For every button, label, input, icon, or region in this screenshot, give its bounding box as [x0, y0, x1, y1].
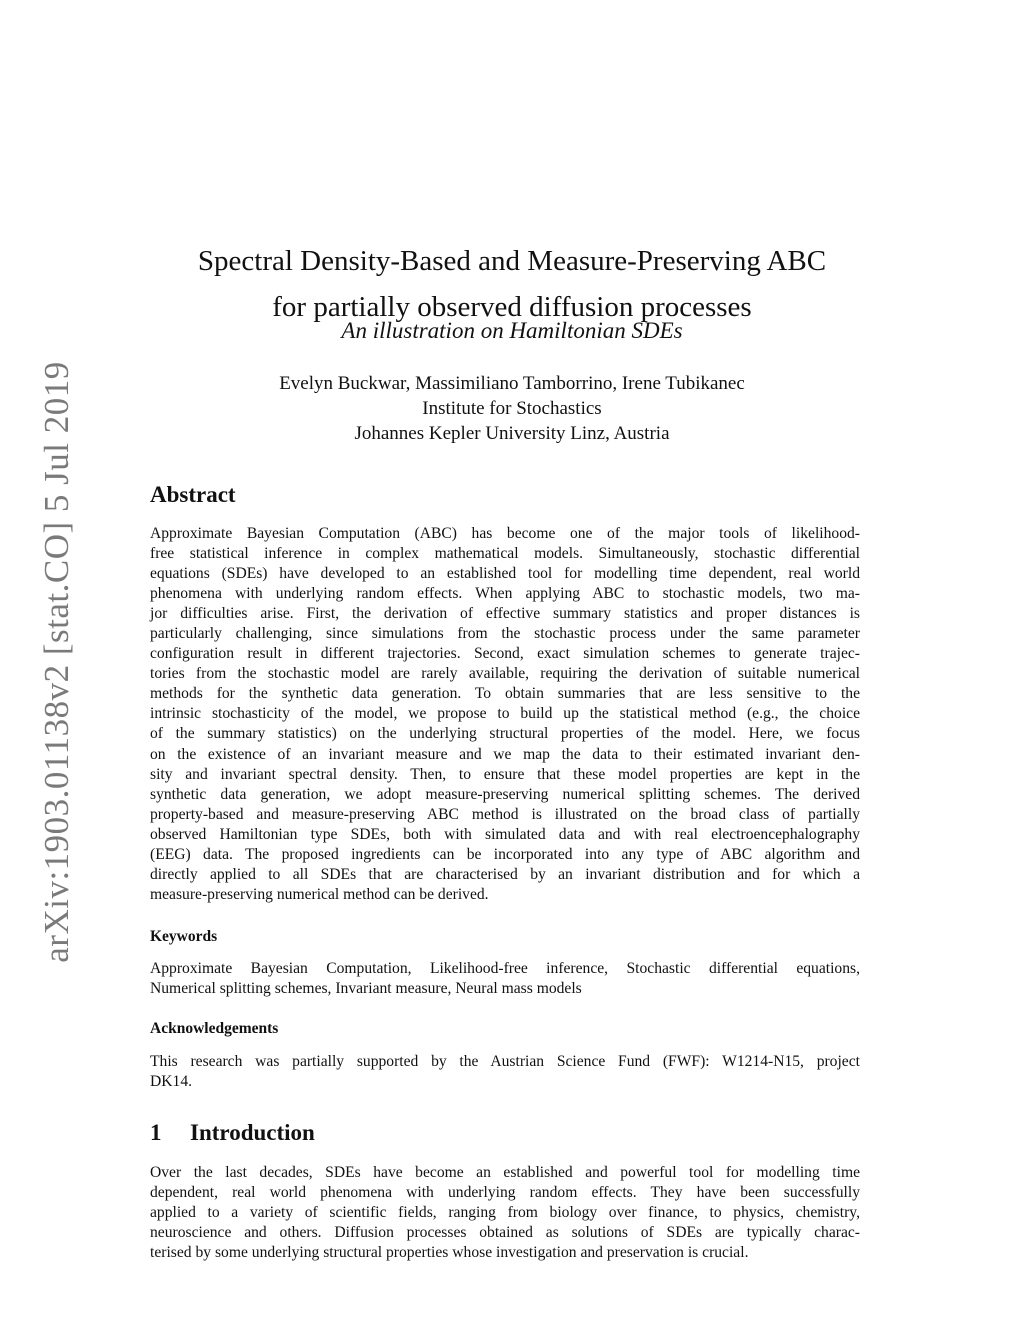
text-line: Approximate Bayesian Computation, Likelihood-free inference, Stochastic differential equations, [150, 960, 860, 977]
text-line: methods for the synthetic data generation. To obtain summaries that are less sensitive to the [150, 685, 860, 703]
text-line: neuroscience and others. Diffusion processes obtained as solutions of SDEs are typically charac- [150, 1224, 860, 1242]
text-line: tories from the stochastic model are rarely available, requiring the derivation of suitable numerical [150, 665, 860, 683]
text-line: This research was partially supported by the Austrian Science Fund (FWF): W1214-N15, project [150, 1053, 860, 1070]
text-line: on the existence of an invariant measure and we map the data to their estimated invariant den- [150, 745, 860, 763]
text-line: directly applied to all SDEs that are characterised by an invariant distribution and for which a [150, 865, 860, 883]
text-line: intrinsic stochasticity of the model, we propose to build up the statistical method (e.g., the choice [150, 705, 860, 723]
affiliation-line-1: Institute for Stochastics [422, 398, 602, 419]
acknowledgements-heading: Acknowledgements [150, 1020, 279, 1037]
title-line-2: for partially observed diffusion processes [272, 291, 752, 323]
abstract-heading: Abstract [150, 482, 236, 507]
text-line: equations (SDEs) have developed to an established tool for modelling time dependent, real world [150, 565, 860, 583]
text-line: free statistical inference in complex mathematical models. Simultaneously, stochastic differential [150, 545, 860, 563]
text-line: (EEG) data. The proposed ingredients can be incorporated into any type of ABC algorithm and [150, 845, 860, 863]
author-names: Evelyn Buckwar, Massimiliano Tamborrino, Irene Tubikanec [279, 373, 745, 394]
text-line: sity and invariant spectral density. Then, to ensure that these model properties are kept in the [150, 765, 860, 783]
text-line: Approximate Bayesian Computation (ABC) has become one of the major tools of likelihood- [150, 525, 860, 542]
arxiv-identifier: arXiv:1903.01138v2 [stat.CO] 5 Jul 2019 [37, 361, 76, 963]
introduction-heading [150, 1120, 860, 1146]
section-title: Introduction [190, 1120, 315, 1145]
text-line: of the summary statistics) on the underlying structural properties of the model. Here, we focus [150, 725, 860, 743]
abstract-body [150, 524, 860, 905]
text-line: observed Hamiltonian type SDEs, both with simulated data and with real electroencephalography [150, 825, 860, 843]
text-line: particularly challenging, since simulations from the stochastic process under the same parameter [150, 625, 860, 643]
text-line: phenomena with underlying random effects. When applying ABC to stochastic models, two ma- [150, 585, 860, 603]
paper-subtitle: An illustration on Hamiltonian SDEs [341, 318, 683, 343]
introduction-body [150, 1163, 860, 1263]
text-line: property-based and measure-preserving ABC method is illustrated on the broad class of partially [150, 805, 860, 823]
affiliation-line-2: Johannes Kepler University Linz, Austria [354, 423, 670, 444]
title-line-1: Spectral Density-Based and Measure-Preserving ABC [197, 245, 827, 277]
paper-title [0, 238, 1024, 330]
text-line: DK14. [150, 1073, 193, 1091]
text-line: synthetic data generation, we adopt measure-preserving numerical splitting schemes. The derived [150, 785, 860, 803]
section-number: 1 [150, 1120, 162, 1145]
text-line: Numerical splitting schemes, Invariant measure, Neural mass models [150, 980, 582, 998]
text-line: configuration result in different trajectories. Second, exact simulation schemes to generate trajec- [150, 645, 860, 663]
text-line: applied to a variety of scientific fields, ranging from biology over finance, to physics, chemistry, [150, 1204, 860, 1222]
text-line: jor difficulties arise. First, the derivation of effective summary statistics and proper distances is [150, 605, 860, 623]
acknowledgements-body [150, 1052, 860, 1092]
text-line: Over the last decades, SDEs have become an established and powerful tool for modelling time [150, 1164, 860, 1181]
text-line: measure-preserving numerical method can be derived. [150, 885, 489, 903]
text-line: terised by some underlying structural properties whose investigation and preservation is crucial. [150, 1244, 749, 1262]
keywords-body [150, 959, 860, 999]
author-block [0, 371, 1024, 446]
text-line: dependent, real world phenomena with underlying random effects. They have been successfully [150, 1184, 860, 1202]
keywords-heading: Keywords [150, 928, 218, 945]
